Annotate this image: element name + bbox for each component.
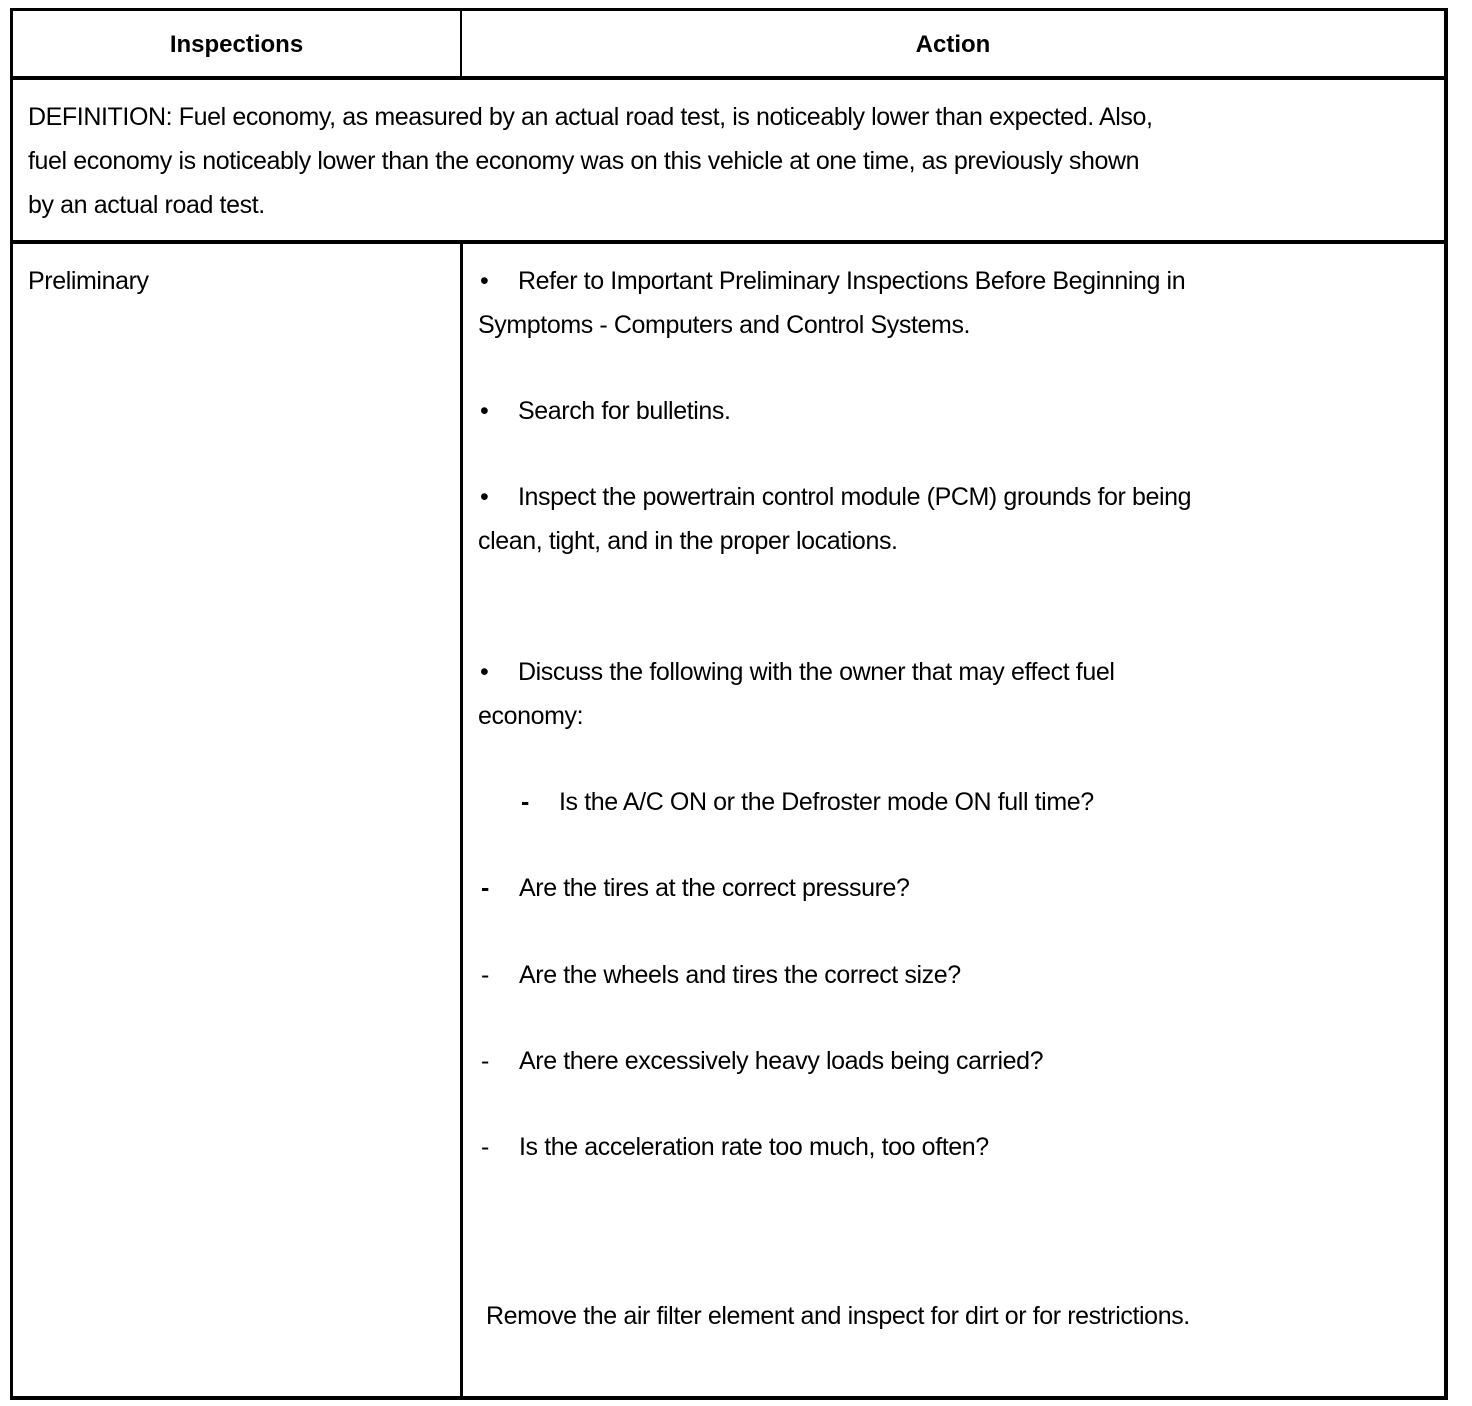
action-text-line: Discuss the following with the owner that may effect fuel: [518, 658, 1115, 686]
action-text-line: Remove the air filter element and inspect for dirt or for restrictions.: [486, 1302, 1190, 1330]
definition-text-line: DEFINITION: Fuel economy, as measured by an actual road test, is noticeably lower than expected. Also,: [28, 103, 1153, 131]
action-text-line: Refer to Important Preliminary Inspections Before Beginning in: [518, 267, 1186, 295]
table-border-top: [10, 8, 1448, 11]
definition-text-line: fuel economy is noticeably lower than the economy was on this vehicle at one time, as previously shown: [28, 147, 1140, 175]
action-text-line: Symptoms - Computers and Control Systems.: [478, 311, 971, 339]
definition-text-line: by an actual road test.: [28, 191, 265, 219]
dash-icon: -: [481, 1133, 490, 1161]
table-border-left: [10, 8, 13, 1400]
action-text-line: Inspect the powertrain control module (PCM) grounds for being: [518, 483, 1192, 511]
definition-row-divider: [10, 240, 1448, 244]
column-divider-body: [460, 242, 463, 1398]
action-text-line: economy:: [478, 702, 584, 730]
bullet-icon: •: [480, 658, 489, 686]
action-text-line: clean, tight, and in the proper locations.: [478, 527, 898, 555]
bullet-icon: •: [480, 483, 489, 511]
column-header-action: Action: [915, 31, 991, 58]
action-text-line: Is the A/C ON or the Defroster mode ON full time?: [559, 788, 1094, 816]
action-text-line: Are the tires at the correct pressure?: [519, 874, 910, 902]
inspection-cell-preliminary: Preliminary: [28, 267, 149, 295]
dash-icon: -: [481, 874, 490, 902]
dash-icon: -: [481, 961, 490, 989]
bullet-icon: •: [480, 267, 489, 295]
dash-icon: -: [521, 788, 530, 816]
table-border-bottom: [10, 1396, 1448, 1400]
column-header-inspections: Inspections: [169, 31, 304, 58]
action-text-line: Are the wheels and tires the correct size?: [519, 961, 961, 989]
header-row-divider: [10, 76, 1448, 80]
dash-icon: -: [481, 1047, 490, 1075]
action-text-line: Is the acceleration rate too much, too often?: [519, 1133, 989, 1161]
table-border-right: [1444, 8, 1448, 1400]
action-text-line: Are there excessively heavy loads being carried?: [519, 1047, 1044, 1075]
bullet-icon: •: [480, 397, 489, 425]
action-text-line: Search for bulletins.: [518, 397, 731, 425]
